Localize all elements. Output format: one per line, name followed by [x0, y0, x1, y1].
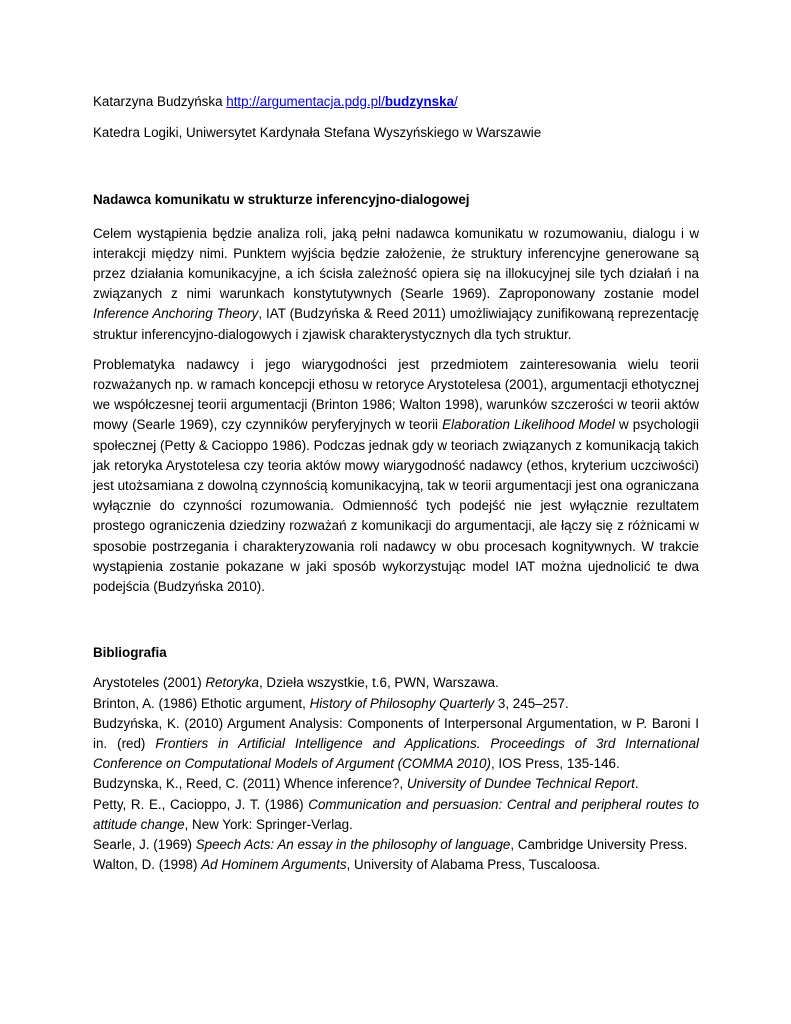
url-bold: budzynska — [384, 94, 455, 109]
bibliography-entry: Petty, R. E., Cacioppo, J. T. (1986) Communication and persuasion: Central and peripheral routes to attitude change, New York: Springer-Verlag. — [93, 796, 699, 832]
paragraph-1: Celem wystąpienia będzie analiza roli, jaką pełni nadawca komunikatu w rozumowaniu, dialogu i w interakcji między nimi. Punktem wyjścia będzie założenie, że struktury inferencyjne generowane są przez działania komunikacyjne, a ich ścisła zależność opiera się na illokucyjnej sile tych działań i na związanych z nimi warunkach konstytutywnych (Searle 1969). Zaproponowany zostanie model Inference Anchoring Theory, IAT (Budzyńska & Reed 2011) umożliwiający zunifikowaną reprezentację struktur inferencyjno-dialogowych i zjawisk charakterystycznych dla tych struktur. — [93, 225, 700, 342]
bibliography-list — [93, 673, 699, 875]
paragraph-2: Problematyka nadawcy i jego wiarygodności jest przedmiotem zainteresowania wielu teorii rozważanych np. w ramach koncepcji ethosu w retoryce Arystotelesa (2001), argumentacji ethotycznej we współczesnej teorii argumentacji (Brinton 1986; Walton 1998), warunków szczerości w teorii aktów mowy (Searle 1969), czy czynników peryferyjnych w teorii Elaboration Likelihood Model w psychologii społecznej (Petty & Cacioppo 1986). Podczas jednak gdy w teoriach związanych z komunikacją takich jak retoryka Arystotelesa czy teoria aktów mowy wiarygodność nadawcy (ethos, kryterium uczciwości) jest utożsamiana z dowolną czynnością komunikacyjną, tak w teorii argumentacji jest ona ograniczana wyłącznie do czynności rozumowania. Odmienność tych podejść nie jest wyłącznie rezultatem prostego ograniczenia dziedziny rozważań z komunikacji do argumentacji, ale łączy się z różnicami w sposobie postrzegania i charakteryzowania roli nadawcy w obu procesach kognitywnych. W trakcie wystąpienia zostanie pokazane w jaki sposób wykorzystując model IAT można ujednolicić te dwa podejścia (Budzyńska 2010). — [93, 356, 700, 595]
url-prefix: http://argumentacja.pdg.pl/ — [226, 94, 385, 109]
author-name: Katarzyna Budzyńska — [93, 94, 223, 109]
author-homepage-link[interactable] — [226, 94, 458, 109]
bibliography-entry: Budzyńska, K. (2010) Argument Analysis: Components of Interpersonal Argumentation, w P. Baroni I in. (red) Frontiers in Artificial Intelligence and Applications. Proceedings of 3rd International Conference on Computational Models of Argument (COMMA 2010), IOS Press, 135-146. — [93, 715, 699, 772]
bibliography-entry: Arystoteles (2001) Retoryka, Dzieła wszystkie, t.6, PWN, Warszawa. — [93, 675, 499, 691]
bibliography-entry: Budzynska, K., Reed, C. (2011) Whence inference?, University of Dundee Technical Report. — [93, 776, 639, 792]
document-page — [93, 92, 699, 876]
bibliography-heading: Bibliografia — [93, 645, 167, 661]
url-suffix: / — [454, 94, 458, 109]
bibliography-entry: Brinton, A. (1986) Ethotic argument, History of Philosophy Quarterly 3, 245–257. — [93, 695, 569, 711]
document-title: Nadawca komunikatu w strukturze inferencyjno-dialogowej — [93, 192, 470, 208]
bibliography-entry: Searle, J. (1969) Speech Acts: An essay in the philosophy of language, Cambridge University Press. — [93, 837, 688, 853]
author-line — [93, 92, 699, 112]
bibliography-entry: Walton, D. (1998) Ad Hominem Arguments, University of Alabama Press, Tuscaloosa. — [93, 857, 601, 873]
affiliation: Katedra Logiki, Uniwersytet Kardynała Stefana Wyszyńskiego w Warszawie — [93, 125, 542, 141]
